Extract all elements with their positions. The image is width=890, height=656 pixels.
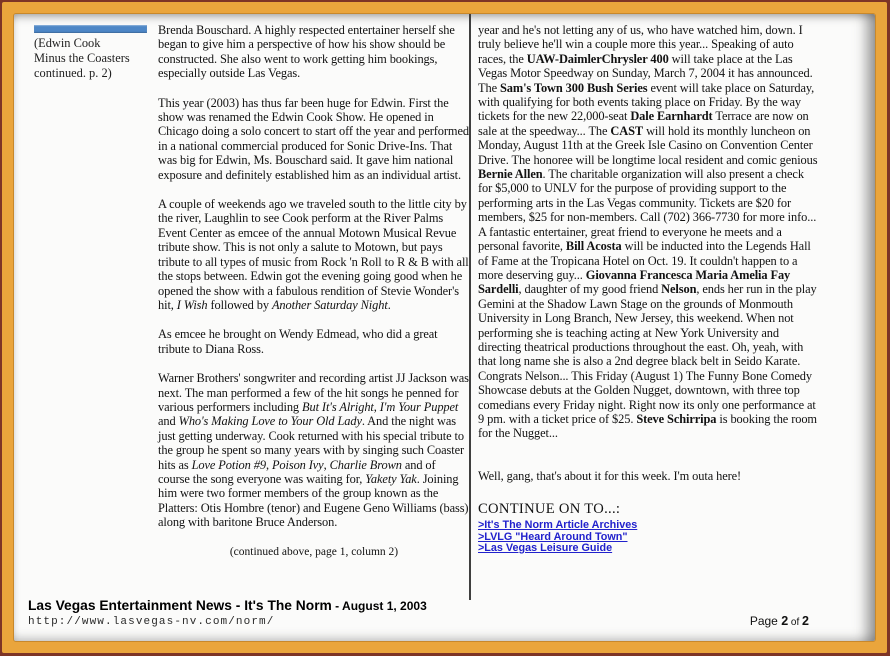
page-number: Page 2 of 2 — [749, 614, 809, 628]
paragraph: year and he's not letting any of us, who have watched him, down. I truly believe he'll win a couple more this year... Speaking of auto races, the UAW-DaimlerChrysler 400 will take place at the Las Vegas Motor Speedway on Sunday, March 7, 2004 it has announced. The Sam's Town 300 Bush Series event will take place on Saturday, with qualifying for both events taking place on Friday. By the way tickets for the new 22,000-seat Dale Earnhardt Terrace are now on sale at the speedway... The CAST will hold its monthly luncheon on Monday, August 11th at the Greek Isle Casino on Convention Center Drive. The honoree will be longtime local resident and comic genious Bernie Allen. The charitable organization will also present a check for $5,000 to UNLV for the purpose of providing support to the performing arts in the Las Vegas community. Tickets are $20 for members, $25 for non-members. Call (702) 366-7730 for more info... A fantastic entertainer, great friend to everyone he meets and a personal favorite, Bill Acosta will be inducted into the Legends Hall of Fame at the Tropicana Hotel on Oct. 19. It couldn't happen to a more deserving guy... Giovanna Francesca Maria Amelia Fay Sardelli, daughter of my good friend Nelson, ends her run in the play Gemini at the Shadow Lawn Stage on the grounds of Monmouth University in Long Branch, New Jersey, this weekend. When not performing she is teaching acting at New York University and directing theatrical productions throughout the east. Oh, yeah, with that long name she is also a 2nd degree black belt in Seido Karate. Congrats Nelson... This Friday (August 1) The Funny Bone Comedy Showcase debuts at the Golden Nugget, downtown, with three top comedians every Friday night. Right now its only one performance at 9 pm. with a ticket price of $25. Steve Schirripa is booking the room for the Nugget... — [478, 23, 818, 441]
footer-url: http://www.lasvegas-nv.com/norm/ — [28, 616, 275, 628]
paragraph: As emcee he brought on Wendy Edmead, who did a great tribute to Diana Ross. — [158, 327, 438, 356]
continued-note: (continued above, page 1, column 2) — [229, 545, 399, 558]
sidebar-note-line: continued. p. 2) — [34, 66, 112, 80]
highlight-bar — [34, 25, 147, 33]
sidebar-note — [34, 25, 158, 81]
sidebar-note-line: Minus the Coasters — [34, 51, 130, 65]
paragraph: A couple of weekends ago we traveled south to the little city by the river, Laughlin to see Cook perform at the River Palms Event Center as emcee of the annual Motown Musical Revue tribute show. This is not only a salute to Motown, but pays tribute to all types of music from Rock 'n Roll to R & B with all the stops between. Edwin got the evening going good when he opened the show with a fabulous rendition of Stevie Wonder's hit, I Wish followed by Another Saturday Night. — [158, 197, 469, 312]
column-divider — [469, 14, 471, 600]
page-content — [13, 13, 876, 642]
page-footer — [28, 597, 867, 633]
column-1 — [158, 23, 470, 558]
paragraph: This year (2003) has thus far been huge for Edwin. First the show was renamed the Edwin Cook Show. He opened in Chicago doing a solo concert to start off the year and performed in a national commercial produced for Sonic Drive-Ins. That was big for Edwin, Ms. Bouschard said. It gave him national exposure and definitely established him as an individual artist. — [158, 95, 469, 182]
footer-title-line — [28, 597, 867, 615]
link-norm-article-archives[interactable]: >It's The Norm Article Archives — [478, 519, 638, 532]
footer-title: Las Vegas Entertainment News - It's The Norm — [28, 598, 332, 613]
footer-date: - August 1, 2003 — [331, 599, 427, 613]
continue-links — [478, 520, 818, 554]
paragraph: Warner Brothers' songwriter and recording artist JJ Jackson was next. The man performed a few of the hit songs he penned for various performers including But It's Alright, I'm Your Puppet and Who's Making Love to Your Old Lady. And the night was just getting underway. Cook returned with his special tribute to the group he spent so many years with by singing such Coaster hits as Love Potion #9, Poison Ivy, Charlie Brown and of course the song everyone was waiting for, Yakety Yak. Joining him were two former members of the group known as the Platters: Otis Hombre (tenor) and Eugene Geno Williams (bass) along with baritone Bruce Anderson. — [158, 371, 469, 530]
column-2 — [478, 23, 818, 554]
link-lvlg-heard-around-town[interactable]: >LVLG "Heard Around Town" — [478, 530, 628, 543]
link-las-vegas-leisure-guide[interactable]: >Las Vegas Leisure Guide — [478, 542, 613, 554]
sidebar-note-line: (Edwin Cook — [34, 36, 101, 50]
paragraph: Well, gang, that's about it for this week. I'm outa here! — [478, 468, 742, 483]
continue-heading: CONTINUE ON TO...: — [478, 501, 621, 518]
paragraph: Brenda Bouschard. A highly respected entertainer herself she began to give him a perspective of how his show should be constructed. She also went to work getting him bookings, especially outside Las Vegas. — [158, 23, 455, 81]
